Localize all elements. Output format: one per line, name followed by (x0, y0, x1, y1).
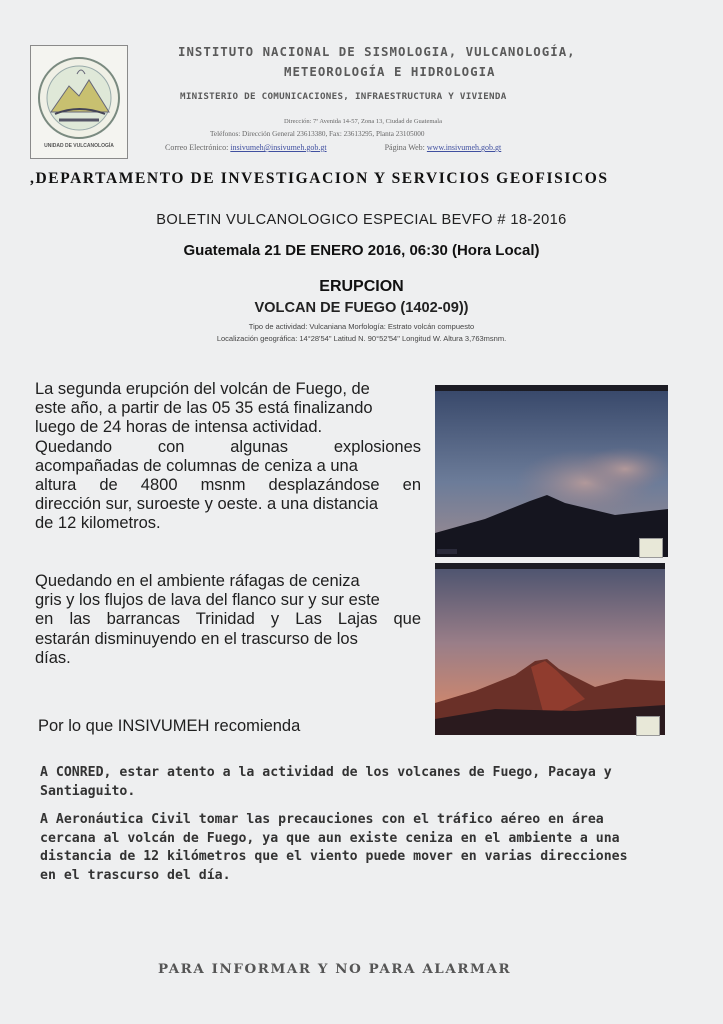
footer-motto: PARA INFORMAR Y NO PARA ALARMAR (158, 961, 512, 977)
p1-line: de 12 kilometros. (35, 514, 161, 533)
conred-line: Santiaguito. (40, 783, 136, 799)
aero-line: distancia de 12 kilómetros que el viento puede mover en varias direcciones (40, 849, 628, 864)
logo-caption: UNIDAD DE VULCANOLOGÍA (44, 143, 114, 149)
date-line: Guatemala 21 DE ENERO 2016, 06:30 (Hora Local) (183, 242, 540, 259)
p2-line: días. (35, 648, 71, 667)
email-label: Correo Electrónico: (165, 143, 229, 152)
bulletin-number: BOLETIN VULCANOLOGICO ESPECIAL BEVFO # 18-2016 (156, 212, 567, 228)
paragraph-ash-lava (35, 572, 421, 668)
web-label: Página Web: (384, 143, 425, 152)
ministry-name: MINISTERIO DE COMUNICACIONES, INFRAESTRUCTURA Y VIVIENDA (180, 91, 507, 102)
camera-station-badge (639, 538, 663, 558)
aero-line: en el trascurso del día. (40, 867, 231, 883)
p1-line: La segunda erupción del volcán de Fuego, de (35, 380, 370, 398)
p1-line: este año, a partir de las 05 35 está finalizando (35, 399, 373, 418)
web-link[interactable]: www.insivumeh.gob.gt (426, 143, 502, 152)
aero-line: cercana al volcán de Fuego, ya que aun existe ceniza en el ambiente a una (40, 830, 620, 846)
department-heading: ,DEPARTAMENTO DE INVESTIGACION Y SERVICIOS GEOFISICOS (30, 170, 609, 187)
p1-line: luego de 24 horas de intensa actividad. (35, 418, 323, 437)
institute-name-line1: INSTITUTO NACIONAL DE SISMOLOGIA, VULCANOLOGÍA, (178, 44, 576, 59)
conred-line: A CONRED, estar atento a la actividad de los volcanes de Fuego, Pacaya y (40, 765, 612, 780)
p2-line: estarán disminuyendo en el trascurso de los (35, 629, 358, 648)
insivumeh-emblem-icon (31, 46, 127, 158)
camera-station-badge (636, 716, 660, 736)
phones-line: Teléfonos: Dirección General 23613380, Fax: 23613295, Planta 23105000 (210, 130, 425, 138)
address-line: Dirección: 7ª Avenida 14-57, Zona 13, Ciudad de Guatemala (284, 118, 442, 125)
p1-line: dirección sur, suroeste y oeste. a una distancia (35, 495, 379, 514)
p1-line: acompañadas de columnas de ceniza a una (35, 456, 358, 475)
aero-line: A Aeronáutica Civil tomar las precauciones con el tráfico aéreo en área (40, 812, 604, 827)
report-title: ERUPCION (319, 278, 404, 295)
p1-line: Quedando con algunas explosiones (35, 437, 421, 456)
institute-name-line2: METEOROLOGÍA E HIDROLOGIA (284, 64, 496, 79)
volcano-name: VOLCAN DE FUEGO (1402-09)) (254, 300, 469, 316)
contact-line (165, 143, 501, 152)
p2-line: en las barrancas Trinidad y Las Lajas que (35, 610, 421, 629)
volcano-metadata-1: Tipo de actividad: Vulcaniana Morfología: Estrato volcán compuesto (248, 322, 475, 331)
email-link[interactable]: insivumeh@insivumeh.gob.gt (230, 143, 327, 152)
volcano-photo-ash-plume (435, 385, 668, 563)
volcano-photo-lava-glow (435, 563, 665, 741)
p2-line: Quedando en el ambiente ráfagas de ceniza (35, 572, 360, 590)
recommendation-intro: Por lo que INSIVUMEH recomienda (38, 717, 301, 735)
p1-line: altura de 4800 msnm desplazándose en (35, 476, 421, 495)
recommendation-conred (40, 764, 612, 801)
volcano-metadata-2: Localización geográfica: 14°28'54" Latitud N. 90°52'54" Longitud W. Altura 3,763msnm. (216, 334, 507, 343)
p2-line: gris y los flujos de lava del flanco sur y sur este (35, 591, 380, 610)
paragraph-eruption (35, 380, 421, 534)
recommendation-aeronautica (40, 811, 628, 885)
insivumeh-logo (30, 45, 128, 159)
